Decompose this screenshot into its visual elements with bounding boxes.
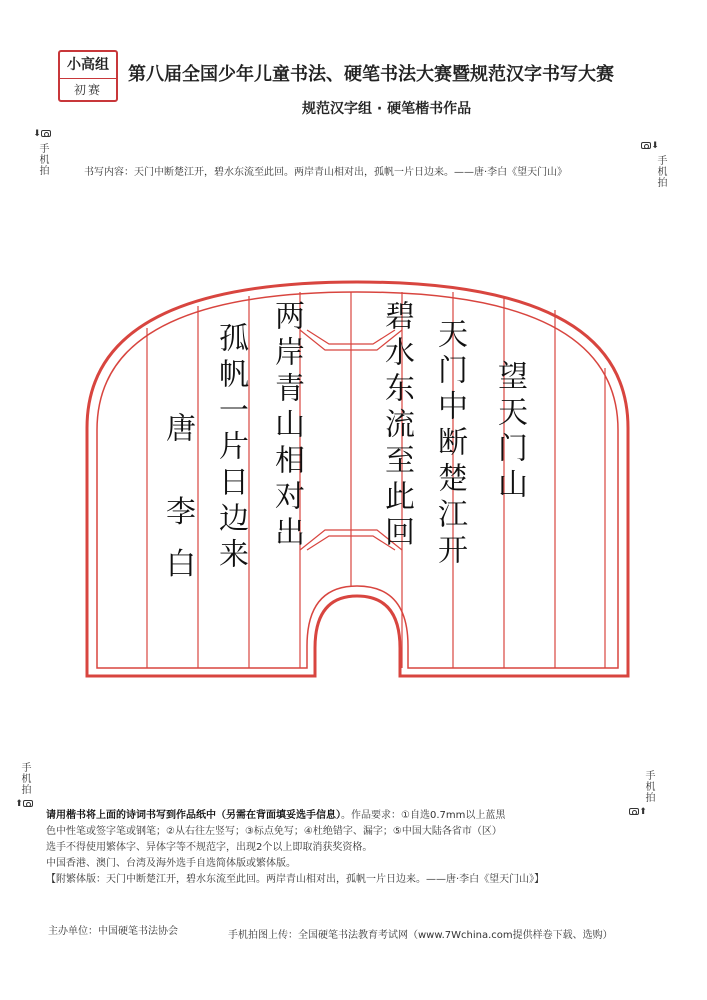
sponsor-label: 主办单位：中国硬笔书法协会 [48,926,178,937]
poem-column-4: 两岸青山相对出 [269,300,304,552]
arrow-up-icon: ⬆ [15,799,23,809]
instructions-line-2: 色中性笔或签字笔或钢笔；②从右往左竖写；③标点免写；④杜绝错字、漏字；⑤中国大陆各省市（区） [46,826,502,837]
side-label: 手机拍 [655,155,666,188]
instructions-block [46,808,656,888]
poem-column-3: 碧水东流至此回 [379,300,414,552]
instructions-line-4: 中国香港、澳门、台湾及海外选手自选简体版或繁体版。 [46,858,296,869]
poem-column-author: 唐 李白 [160,412,195,600]
group-badge [58,50,118,102]
traditional-version-note: 【附繁体版：天门中断楚江开，碧水东流至此回。两岸青山相对出，孤帆一片日边来。——唐·李白《望天门山》】 [46,874,545,885]
side-marker-top-right [638,140,666,188]
camera-icon [641,142,651,149]
side-label: 手机拍 [19,762,30,795]
arrow-down-icon: ⬇ [651,141,659,151]
side-label: 手机拍 [643,770,654,803]
camera-icon [23,800,33,807]
instructions-lead: 请用楷书将上面的诗词书写到作品纸中（另需在背面填妥选手信息） [46,810,341,821]
arrow-up-icon: ⬆ [639,807,647,817]
instructions-line-1 [46,808,656,824]
side-label: 手机拍 [37,143,48,176]
instructions-requirements: 。作品要求：①自选0.7mm以上蓝黑 [341,810,506,821]
poem-column-5: 孤帆一片日边来 [213,322,248,574]
badge-group-label: 小高组 [60,52,116,79]
poem-column-2: 天门中断楚江开 [432,318,467,570]
camera-icon [41,130,51,137]
page-subtitle: 规范汉字组 · 硬笔楷书作品 [302,101,472,117]
side-marker-bottom-left [12,762,36,810]
side-marker-top-left [30,128,54,176]
poem-column-1: 望天门山 [492,360,527,504]
page-title: 第八届全国少年儿童书法、硬笔书法大赛暨规范汉字书写大赛 [128,64,614,85]
writing-content: 书写内容：天门中断楚江开，碧水东流至此回。两岸青山相对出，孤帆一片日边来。——唐·李白《望天门山》 [84,167,568,178]
instructions-line-3: 选手不得使用繁体字、异体字等不规范字，出现2个以上即取消获奖资格。 [46,842,373,853]
arrow-down-icon: ⬇ [33,129,41,139]
badge-stage-label: 初赛 [73,83,102,97]
upload-info: 手机拍图上传：全国硬笔书法教育考试网（www.7Wchina.com提供样卷下载、选购） [228,930,613,941]
